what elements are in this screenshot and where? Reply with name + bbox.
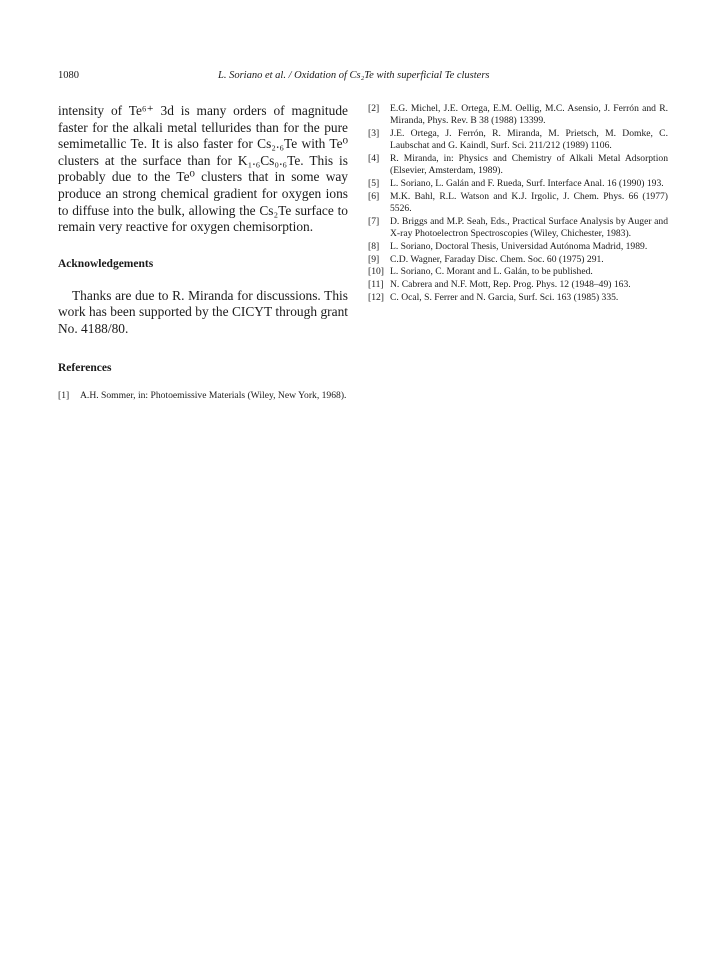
body-paragraph: intensity of Te⁶⁺ 3d is many orders of magnitude faster for the alkali metal tellurides than for the pure semimetallic Te. It is also faster for Cs₂.₆Te with Te⁰ clusters at the surface than for K₁.₆Cs₀.₆Te. This is probably due to the Te⁰ clusters that in some way produce an strong chemical gradient for oxygen ions to diffuse into the bulk, allowing the Cs₂Te surface to remain very reactive for oxygen chemisorption. [58, 103, 348, 235]
reference-text: C. Ocal, S. Ferrer and N. Garcia, Surf. Sci. 163 (1985) 335. [390, 291, 619, 303]
reference-text: C.D. Wagner, Faraday Disc. Chem. Soc. 60 (1975) 291. [390, 253, 604, 265]
reference-text: D. Briggs and M.P. Seah, Eds., Practical Surface Analysis by Auger and X-ray Photoelectron Spectroscopies (Wiley, Chichester, 1983). [390, 215, 668, 239]
reference-item [368, 241, 668, 253]
reference-number: [6] [368, 190, 380, 202]
reference-text: J.E. Ortega, J. Ferrón, R. Miranda, M. Prietsch, M. Domke, C. Laubschat and G. Kaindl, Surf. Sci. 211/212 (1989) 1106. [390, 128, 668, 152]
reference-item [368, 254, 668, 266]
running-title: L. Soriano et al. / Oxidation of Cs₂Te with superficial Te clusters [218, 70, 490, 81]
reference-item [368, 191, 668, 215]
reference-text: M.K. Bahl, R.L. Watson and K.J. Irgolic, J. Chem. Phys. 66 (1977) 5526. [390, 190, 668, 214]
reference-item [368, 216, 668, 240]
reference-item [368, 153, 668, 177]
reference-number: [4] [368, 153, 380, 164]
reference-text: L. Soriano, Doctoral Thesis, Universidad Autónoma Madrid, 1989. [390, 240, 648, 252]
right-column [368, 103, 668, 305]
reference-number: [2] [368, 103, 380, 114]
left-column [58, 103, 348, 402]
references-list-left [58, 390, 348, 402]
reference-item [368, 128, 668, 152]
reference-item [368, 103, 668, 127]
reference-text: L. Soriano, L. Galán and F. Rueda, Surf. Interface Anal. 16 (1990) 193. [390, 178, 664, 189]
reference-item [368, 292, 668, 304]
reference-number: [11] [368, 279, 384, 291]
reference-number: [7] [368, 215, 380, 227]
reference-text: L. Soriano, C. Morant and L. Galán, to be published. [390, 266, 593, 278]
reference-number: [10] [368, 266, 384, 278]
reference-item [368, 178, 668, 190]
page-header [58, 70, 662, 86]
reference-number: [9] [368, 253, 380, 265]
reference-text: A.H. Sommer, in: Photoemissive Materials (Wiley, New York, 1968). [80, 389, 347, 401]
reference-item [58, 390, 348, 402]
acknowledgements-text: Thanks are due to R. Miranda for discussions. This work has been supported by the CICYT through grant No. 4188/80. [58, 287, 348, 336]
reference-item [368, 266, 668, 278]
reference-item [368, 279, 668, 291]
reference-text: E.G. Michel, J.E. Ortega, E.M. Oellig, M.C. Asensio, J. Ferrón and R. Miranda, Phys. Rev. B 38 (1988) 13399. [390, 103, 668, 127]
references-heading: References [58, 361, 112, 374]
reference-number: [3] [368, 128, 380, 139]
page-number: 1080 [58, 70, 79, 81]
reference-text: N. Cabrera and N.F. Mott, Rep. Prog. Phys. 12 (1948–49) 163. [390, 279, 631, 291]
reference-number: [1] [58, 389, 70, 401]
reference-text: R. Miranda, in: Physics and Chemistry of Alkali Metal Adsorption (Elsevier, Amsterdam, 1989). [390, 153, 668, 177]
reference-number: [5] [368, 178, 380, 189]
reference-number: [8] [368, 240, 380, 252]
references-list-right [368, 103, 668, 304]
reference-number: [12] [368, 291, 384, 303]
acknowledgements-heading: Acknowledgements [58, 257, 154, 270]
